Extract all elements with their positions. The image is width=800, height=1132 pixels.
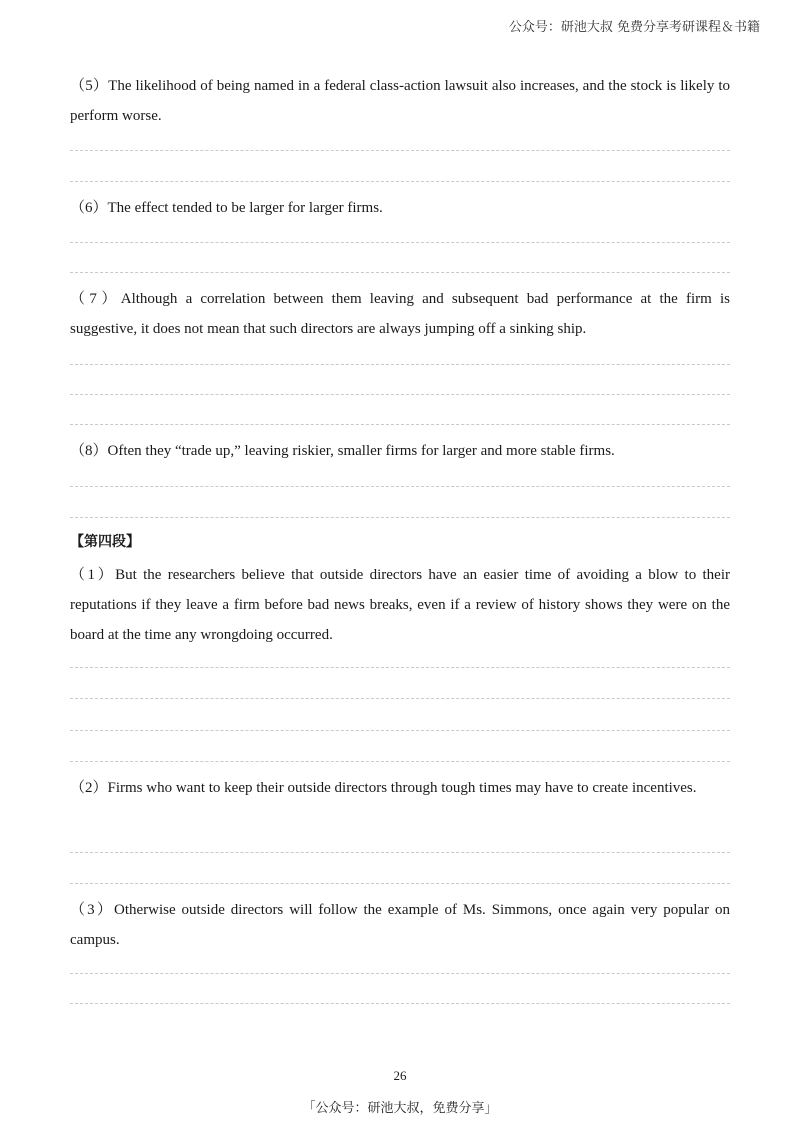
section-sentence-2: （2）Firms who want to keep their outside directors through tough times may have to create incentives. — [70, 780, 697, 796]
answer-line — [70, 242, 730, 243]
answer-line — [70, 424, 730, 425]
answer-line — [70, 181, 730, 182]
section-sentence-1: （1）But the researchers believe that outside directors have an easier time of avoiding a blow to their reputations if they leave a firm before bad news breaks, even if a review of history shows they were on the board at the time any wrongdoing occurred. — [70, 567, 730, 643]
answer-line — [70, 364, 730, 365]
answer-line — [70, 852, 730, 853]
section-sentence-3: （3）Otherwise outside directors will follow the example of Ms. Simmons, once again very popular on campus. — [70, 902, 730, 948]
answer-line — [70, 761, 730, 762]
answer-line — [70, 667, 730, 668]
answer-line — [70, 517, 730, 518]
page-number: 26 — [393, 1068, 407, 1083]
answer-line — [70, 730, 730, 731]
sentence-6: （6）The effect tended to be larger for larger firms. — [70, 200, 383, 216]
sentence-7: （7）Although a correlation between them leaving and subsequent bad performance at the firm is suggestive, it does not mean that such directors are always jumping off a sinking ship. — [70, 291, 730, 337]
section-heading: 【第四段】 — [70, 534, 140, 550]
answer-line — [70, 486, 730, 487]
answer-line — [70, 973, 730, 974]
sentence-8: （8）Often they “trade up,” leaving riskier, smaller firms for larger and more stable firms. — [70, 443, 615, 459]
sentence-5: （5）The likelihood of being named in a federal class-action lawsuit also increases, and the stock is likely to perform worse. — [70, 78, 730, 124]
header-note: 公众号：研池大叔 免费分享考研课程＆书籍 — [508, 20, 760, 35]
answer-line — [70, 883, 730, 884]
answer-line — [70, 1003, 730, 1004]
answer-line — [70, 150, 730, 151]
answer-line — [70, 394, 730, 395]
answer-line — [70, 272, 730, 273]
footer-note: 「公众号：研池大叔，免费分享」 — [302, 1101, 498, 1116]
answer-line — [70, 698, 730, 699]
